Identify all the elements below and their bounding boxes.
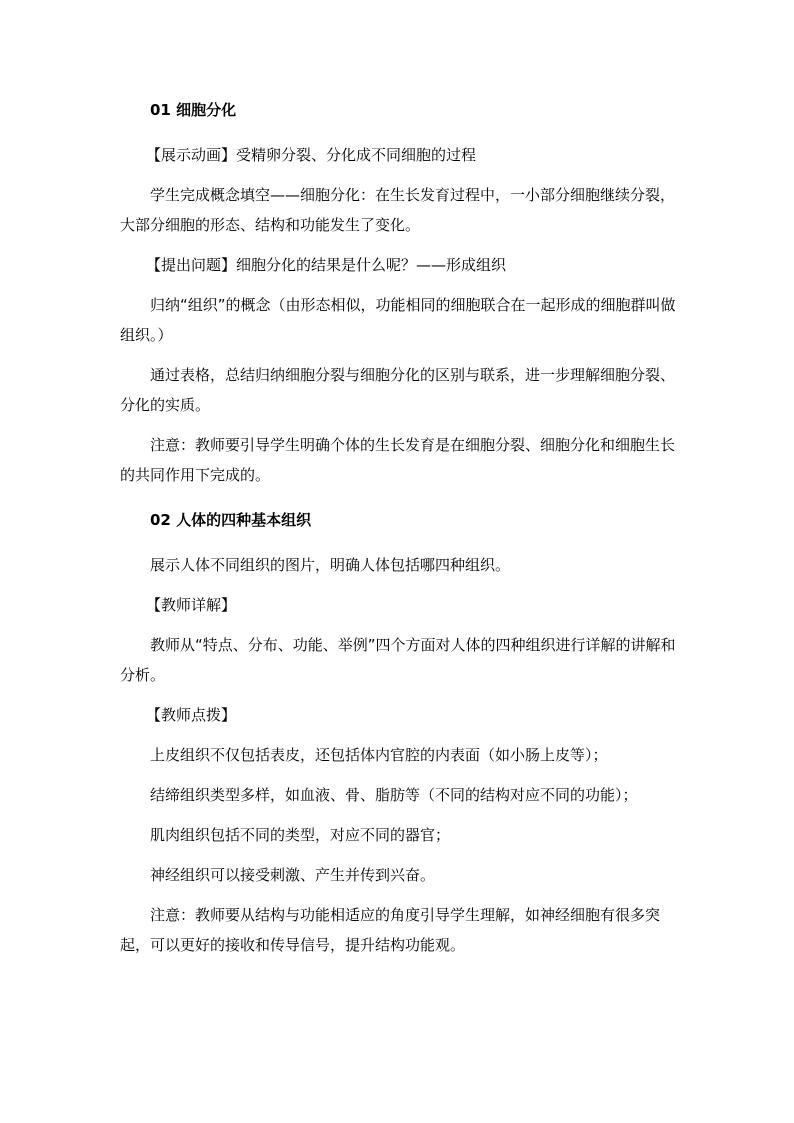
paragraph-table-summary [120,360,678,420]
paragraph-teacher-explain-text: 教师从“特点、分布、功能、举例”四个方面对人体的四种组织进行详解的讲解和分析。 [120,636,676,684]
paragraph-tissue-concept-text: 归纳“组织”的概念（由形态相似，功能相同的细胞联合在一起形成的细胞群叫做组织。） [120,296,676,344]
paragraph-teacher-explain-label: 【教师详解】 [146,596,237,614]
section-heading-four-tissues: 02 人体的四种基本组织 [150,511,312,529]
paragraph-note-growth [120,430,678,490]
paragraph-muscle-tissue: 肌肉组织包括不同的类型，对应不同的器官； [150,826,451,844]
paragraph-concept-fill [120,180,678,240]
paragraph-teacher-tips-label: 【教师点拨】 [146,706,237,724]
paragraph-pose-question: 【提出问题】细胞分化的结果是什么呢？——形成组织 [146,256,507,274]
document-body [120,96,678,970]
paragraph-concept-fill-text: 学生完成概念填空——细胞分化：在生长发育过程中，一小部分细胞继续分裂，大部分细胞的形态、结构和功能发生了变化。 [120,186,676,234]
paragraph-epithelial-tissue: 上皮组织不仅包括表皮，还包括体内官腔的内表面（如小肠上皮等）； [150,746,608,764]
paragraph-show-pictures: 展示人体不同组织的图片，明确人体包括哪四种组织。 [150,556,511,574]
paragraph-table-summary-text: 通过表格，总结归纳细胞分裂与细胞分化的区别与联系，进一步理解细胞分裂、分化的实质。 [120,366,676,414]
paragraph-note-growth-text: 注意：教师要引导学生明确个体的生长发育是在细胞分裂、细胞分化和细胞生长的共同作用下完成的。 [120,436,676,484]
paragraph-nerve-tissue: 神经组织可以接受刺激、产生并传到兴奋。 [150,866,436,884]
paragraph-connective-tissue: 结缔组织类型多样，如血液、骨、脂肪等（不同的结构对应不同的功能）； [150,786,638,804]
paragraph-note-structure-function [120,900,678,960]
paragraph-show-animation: 【展示动画】受精卵分裂、分化成不同细胞的过程 [146,146,477,164]
section-heading-cell-differentiation: 01 细胞分化 [150,101,237,119]
paragraph-note-structure-function-text: 注意：教师要从结构与功能相适应的角度引导学生理解，如神经细胞有很多突起，可以更好的接收和传导信号，提升结构功能观。 [120,906,661,954]
paragraph-teacher-explain [120,630,678,690]
paragraph-tissue-concept [120,290,678,350]
